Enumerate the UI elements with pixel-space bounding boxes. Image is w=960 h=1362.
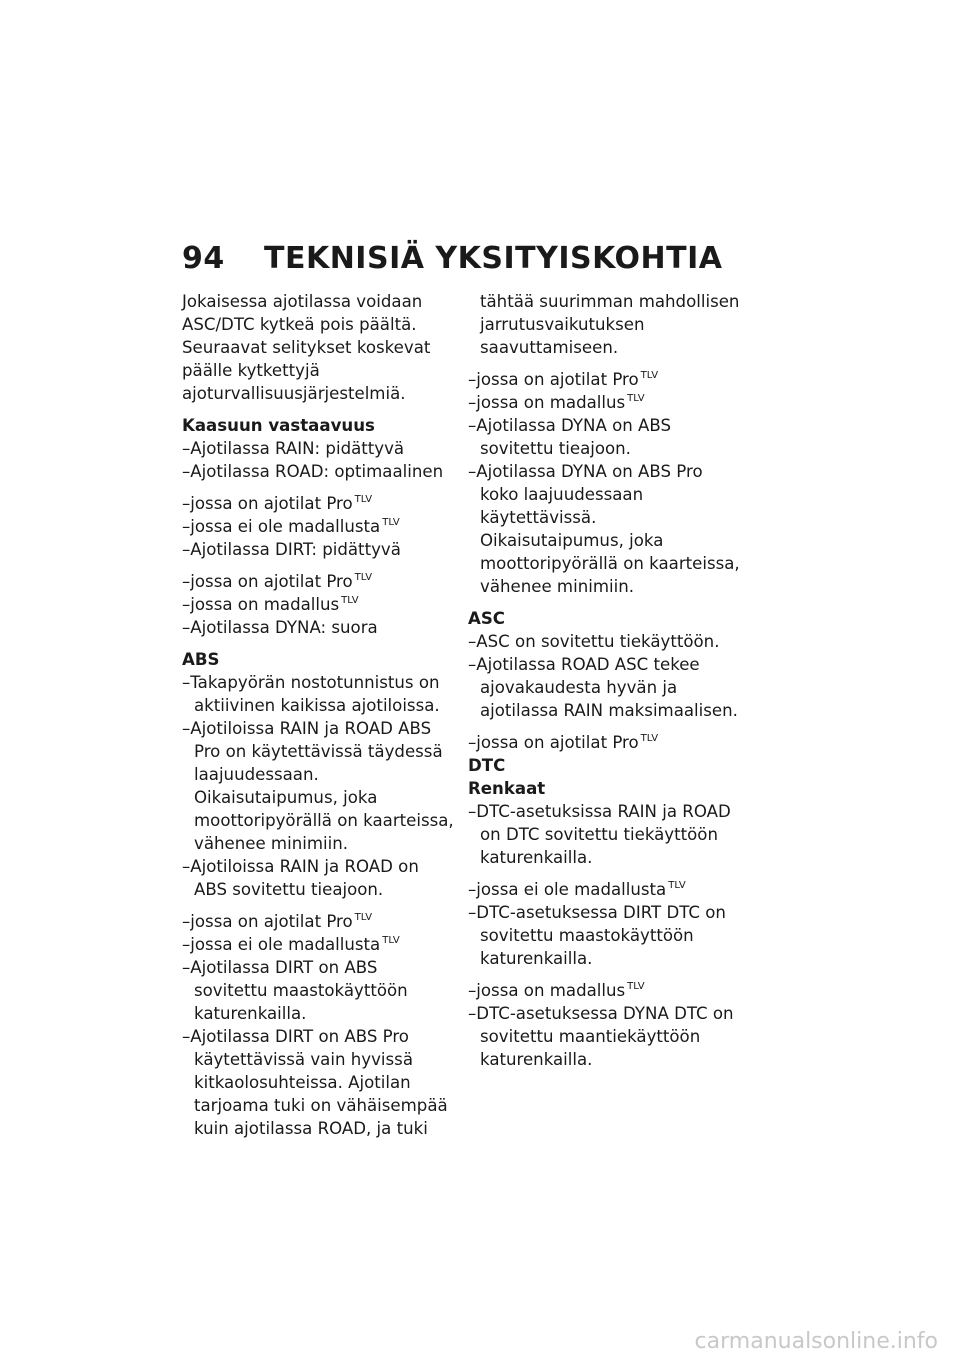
superscript: TLV bbox=[382, 935, 400, 946]
list-item: –Ajotilassa DYNA on ABS sovitettu tieajoon. bbox=[468, 416, 672, 458]
list-item: –ASC on sovitettu tiekäyttöön. bbox=[468, 632, 720, 651]
superscript: TLV bbox=[640, 370, 659, 381]
list-item: –DTC-asetuksessa DIRT DTC on sovitettu maastokäyttöön katurenkailla. bbox=[468, 903, 726, 968]
continued-text: tähtää suurimman mahdollisen jarrutusvaikutuksen saavuttamiseen. bbox=[480, 292, 740, 357]
list-item: –Ajotiloissa RAIN ja ROAD on ABS sovitettu tieajoon. bbox=[182, 857, 419, 899]
list-item: –jossa on madallus bbox=[468, 393, 626, 412]
list-item: –jossa on ajotilat Pro bbox=[182, 494, 353, 513]
list-item: –jossa ei ole madallusta bbox=[468, 880, 667, 899]
list-item: –jossa on ajotilat Pro bbox=[182, 912, 353, 931]
section-heading-throttle: Kaasuun vastaavuus bbox=[182, 416, 375, 435]
list-item: –jossa on madallus bbox=[468, 981, 626, 1000]
intro-paragraph: Jokaisessa ajotilassa voidaan ASC/DTC kytkeä pois päältä. Seuraavat selitykset koskevat päälle kytkettyjä ajoturvallisuusjärjestelmiä. bbox=[182, 292, 431, 403]
list-item: –Ajotilassa ROAD ASC tekee ajovakaudesta hyvän ja ajotilassa RAIN maksimaalisen. bbox=[468, 655, 738, 720]
list-item: –Ajotilassa DYNA: suora bbox=[182, 618, 378, 637]
list-item: –DTC-asetuksessa DYNA DTC on sovitettu maantiekäyttöön katurenkailla. bbox=[468, 1004, 734, 1069]
list-item: –jossa on madallus bbox=[182, 595, 340, 614]
list-item: –Ajotilassa ROAD: optimaalinen bbox=[182, 462, 444, 481]
section-heading-tyres: Renkaat bbox=[468, 779, 546, 798]
section-heading-asc: ASC bbox=[468, 609, 505, 628]
superscript: TLV bbox=[668, 880, 686, 891]
superscript: TLV bbox=[627, 393, 645, 404]
right-column bbox=[468, 290, 740, 1071]
list-item: –jossa on ajotilat Pro bbox=[182, 572, 353, 591]
list-item: –Ajotilassa DIRT on ABS Pro käytettävissä vain hyvissä kitkaolosuhteissa. Ajotilan tarjoama tuki on vähäisempää kuin ajotilassa ROAD, ja tuki bbox=[182, 1027, 448, 1138]
superscript: TLV bbox=[354, 494, 373, 505]
list-item: –jossa ei ole madallusta bbox=[182, 935, 381, 954]
superscript: TLV bbox=[640, 733, 659, 744]
list-item: –jossa on ajotilat Pro bbox=[468, 370, 639, 389]
list-item: –DTC-asetuksissa RAIN ja ROAD on DTC sovitettu tiekäyttöön katurenkailla. bbox=[468, 802, 731, 867]
superscript: TLV bbox=[627, 981, 645, 992]
list-item: –Ajotilassa DIRT: pidättyvä bbox=[182, 540, 401, 559]
list-item: –Takapyörän nostotunnistus on aktiivinen kaikissa ajotiloissa. bbox=[182, 673, 440, 715]
list-item: –jossa ei ole madallusta bbox=[182, 517, 381, 536]
section-heading-abs: ABS bbox=[182, 650, 220, 669]
left-column bbox=[182, 290, 454, 1140]
page-number: 94 bbox=[182, 241, 225, 276]
superscript: TLV bbox=[354, 912, 373, 923]
list-item: –Ajotilassa RAIN: pidättyvä bbox=[182, 439, 405, 458]
superscript: TLV bbox=[382, 517, 400, 528]
section-heading-dtc: DTC bbox=[468, 756, 506, 775]
list-item: –Ajotilassa DIRT on ABS sovitettu maastokäyttöön katurenkailla. bbox=[182, 958, 408, 1023]
superscript: TLV bbox=[341, 595, 359, 606]
page-title: TEKNISIÄ YKSITYISKOHTIA bbox=[264, 241, 723, 276]
list-item: –Ajotiloissa RAIN ja ROAD ABS Pro on käytettävissä täydessä laajuudessaan. Oikaisutaipumus, joka moottoripyörällä on kaarteissa, vähenee minimiin. bbox=[182, 719, 454, 853]
watermark-footer: carmanualsonline.info bbox=[694, 1329, 938, 1354]
list-item: –Ajotilassa DYNA on ABS Pro koko laajuudessaan käytettävissä. Oikaisutaipumus, joka moottoripyörällä on kaarteissa, vähenee minimiin. bbox=[468, 462, 740, 596]
page-header bbox=[182, 241, 722, 276]
superscript: TLV bbox=[354, 572, 373, 583]
list-item: –jossa on ajotilat Pro bbox=[468, 733, 639, 752]
